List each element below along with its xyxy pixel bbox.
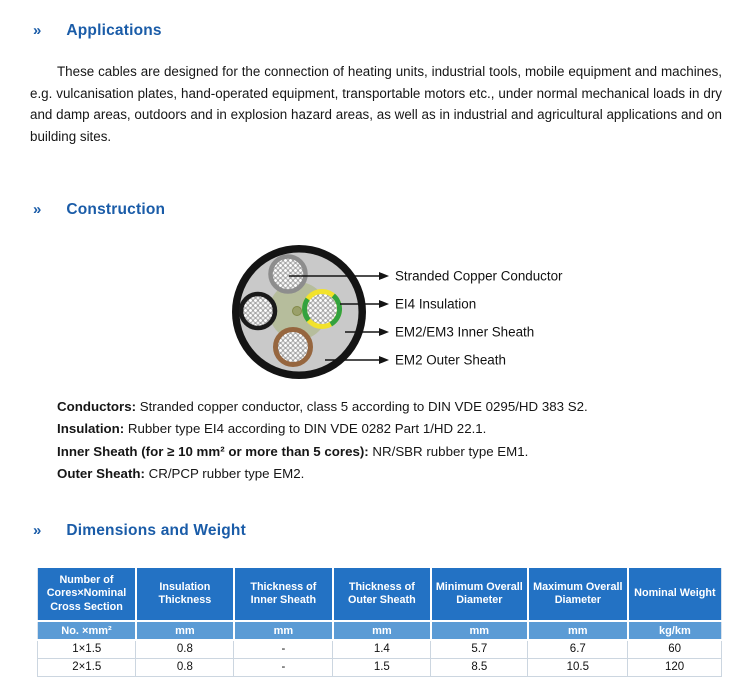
spec-line-insulation — [57, 418, 727, 440]
spec-label: Insulation: — [57, 421, 125, 437]
cell-min-diameter: 5.7 — [431, 640, 528, 658]
construction-heading-label: Construction — [66, 201, 166, 218]
cell-cores: 2×1.5 — [38, 658, 136, 676]
dimensions-weight-table — [37, 566, 722, 677]
cell-inner-sheath: - — [234, 640, 333, 658]
dimensions-heading-label: Dimensions and Weight — [66, 522, 246, 539]
cell-inner-sheath: - — [234, 658, 333, 676]
center-filler-dot — [293, 307, 302, 316]
cell-cores: 1×1.5 — [38, 640, 136, 658]
spec-label: Outer Sheath: — [57, 466, 145, 482]
spec-text: Stranded copper conductor, class 5 according to DIN VDE 0295/HD 383 S2. — [136, 399, 588, 414]
cell-insulation: 0.8 — [136, 640, 234, 658]
callout-label-insulation: EI4 Insulation — [395, 296, 477, 312]
applications-heading — [33, 22, 162, 40]
construction-heading — [33, 201, 165, 219]
unit-cell: mm — [136, 621, 234, 640]
conductor-top-gray — [271, 257, 306, 292]
spec-line-conductors — [57, 396, 727, 418]
header-cell-max-diameter: Maximum Overall Diameter — [528, 567, 628, 621]
cell-weight: 60 — [628, 640, 722, 658]
cable-cross-section-diagram — [228, 243, 598, 383]
section-bullet-icon: » — [33, 522, 42, 539]
unit-cell: mm — [333, 621, 431, 640]
callout-label-outer-sheath: EM2 Outer Sheath — [395, 352, 506, 368]
section-bullet-icon: » — [33, 201, 42, 218]
table-header-row — [38, 567, 722, 621]
spec-line-outer-sheath — [57, 463, 727, 485]
conductor-left-black — [241, 294, 275, 328]
header-cell-cores: Number of Cores×Nominal Cross Section — [38, 567, 136, 621]
unit-cell: No. ×mm² — [38, 621, 136, 640]
spec-text: NR/SBR rubber type EM1. — [368, 443, 529, 459]
conductor-right-earth-green-yellow — [305, 292, 340, 327]
header-cell-outer-sheath: Thickness of Outer Sheath — [333, 567, 431, 621]
callout-label-inner-sheath: EM2/EM3 Inner Sheath — [395, 324, 535, 340]
header-cell-inner-sheath: Thickness of Inner Sheath — [234, 567, 333, 621]
spec-label: Conductors: — [57, 399, 137, 414]
callout-label-conductor: Stranded Copper Conductor — [395, 268, 563, 284]
conductor-bottom-brown — [276, 330, 311, 365]
spec-text: CR/PCP rubber type EM2. — [144, 466, 305, 482]
table-unit-row — [38, 621, 722, 640]
table-row — [38, 640, 722, 658]
unit-cell: mm — [431, 621, 528, 640]
applications-heading-label: Applications — [66, 22, 162, 39]
cell-outer-sheath: 1.5 — [333, 658, 431, 676]
header-cell-insulation: Insulation Thickness — [136, 567, 234, 621]
table-row — [38, 658, 722, 676]
unit-cell: kg/km — [628, 621, 722, 640]
section-bullet-icon: » — [33, 22, 42, 39]
spec-label: Inner Sheath (for ≥ 10 mm² or more than 5 cores): — [57, 443, 369, 459]
cell-weight: 120 — [628, 658, 722, 676]
cell-max-diameter: 10.5 — [528, 658, 628, 676]
applications-paragraph: These cables are designed for the connection of heating units, industrial tools, mobile equipment and machines, e.g. vulcanisation plates, hand-operated equipment, transportable motors etc., under normal mechanical loads in dry and damp areas, outdoors and in explosion hazard areas, as well as in industrial and agricultural applications and on building sites. — [30, 64, 722, 144]
cell-max-diameter: 6.7 — [528, 640, 628, 658]
dimensions-heading — [33, 522, 246, 540]
header-cell-min-diameter: Minimum Overall Diameter — [431, 567, 528, 621]
unit-cell: mm — [234, 621, 333, 640]
cell-insulation: 0.8 — [136, 658, 234, 676]
spec-line-inner-sheath — [57, 441, 727, 463]
unit-cell: mm — [528, 621, 628, 640]
cell-min-diameter: 8.5 — [431, 658, 528, 676]
spec-text: Rubber type EI4 according to DIN VDE 0282 Part 1/HD 22.1. — [124, 421, 487, 437]
header-cell-weight: Nominal Weight — [628, 567, 722, 621]
construction-specs — [57, 396, 727, 486]
cell-outer-sheath: 1.4 — [333, 640, 431, 658]
